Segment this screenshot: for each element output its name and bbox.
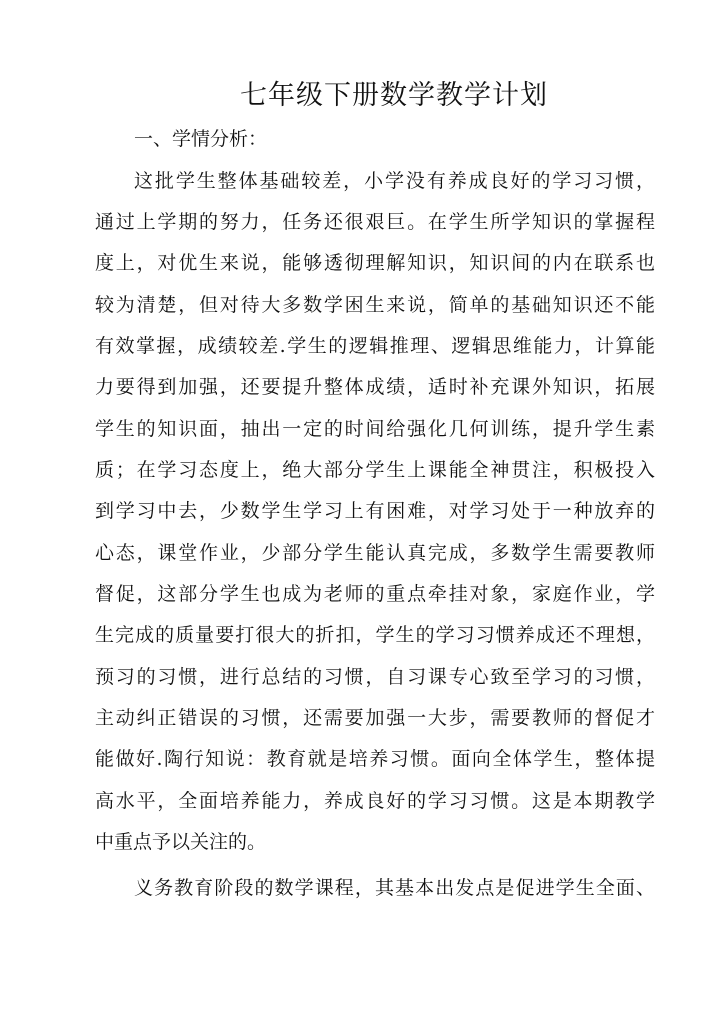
paragraph-line: 较为清楚，但对待大多数学困生来说，简单的基础知识还不能 [95, 294, 655, 316]
paragraph-line: 预习的习惯，进行总结的习惯，自习课专心致至学习的习惯， [95, 666, 655, 688]
paragraph-line: 生完成的质量要打很大的折扣，学生的学习习惯养成还不理想， [95, 624, 655, 646]
paragraph-line: 通过上学期的努力，任务还很艰巨。在学生所学知识的掌握程 [95, 211, 655, 233]
paragraph-line: 义务教育阶段的数学课程，其基本出发点是促进学生全面、 [134, 877, 655, 899]
paragraph-line: 质；在学习态度上，绝大部分学生上课能全神贯注，积极投入 [95, 459, 655, 481]
paragraph-line: 学生的知识面，抽出一定的时间给强化几何训练，提升学生素 [95, 418, 655, 440]
document-title: 七年级下册数学教学计划 [240, 80, 548, 111]
paragraph-line: 心态，课堂作业，少部分学生能认真完成，多数学生需要教师 [95, 542, 655, 564]
paragraph-line: 力要得到加强，还要提升整体成绩，适时补充课外知识，拓展 [95, 376, 655, 398]
paragraph-line: 能做好.陶行知说：教育就是培养习惯。面向全体学生，整体提 [95, 748, 655, 770]
section-heading-learning-analysis: 一、学情分析： [134, 128, 268, 150]
paragraph-line: 有效掌握，成绩较差.学生的逻辑推理、逻辑思维能力，计算能 [95, 335, 655, 357]
paragraph-line: 中重点予以关注的。 [95, 831, 267, 853]
paragraph-line: 主动纠正错误的习惯，还需要加强一大步，需要教师的督促才 [95, 707, 655, 729]
paragraph-line: 这批学生整体基础较差，小学没有养成良好的学习习惯， [134, 170, 655, 192]
paragraph-line: 督促，这部分学生也成为老师的重点牵挂对象，家庭作业，学 [95, 583, 655, 605]
paragraph-line: 高水平，全面培养能力，养成良好的学习习惯。这是本期教学 [95, 790, 655, 812]
paragraph-line: 到学习中去，少数学生学习上有困难，对学习处于一种放弃的 [95, 500, 655, 522]
paragraph-line: 度上，对优生来说，能够透彻理解知识，知识间的内在联系也 [95, 252, 655, 274]
